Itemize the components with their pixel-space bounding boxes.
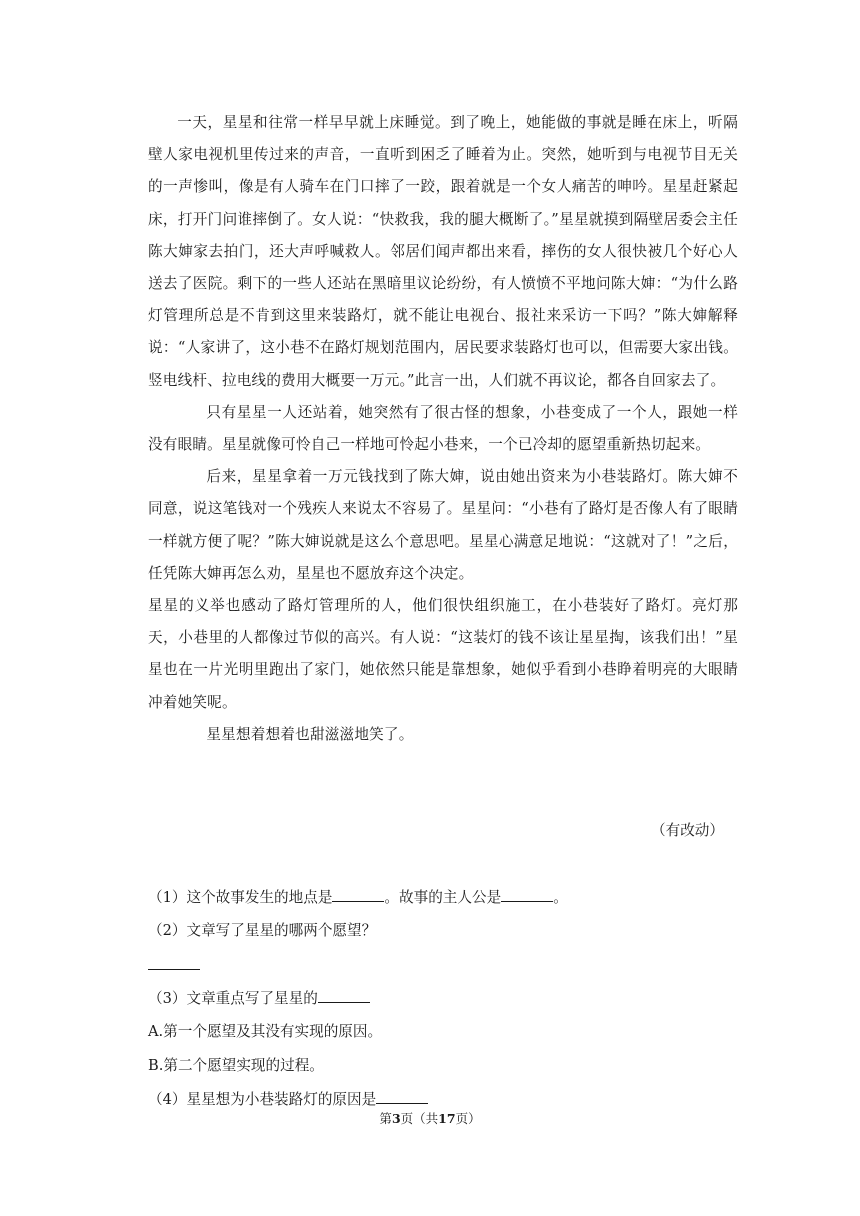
question-3-option-b: B.第二个愿望实现的过程。 xyxy=(148,1057,324,1074)
question-4-text: （4）星星想为小巷装路灯的原因是 xyxy=(148,1091,377,1108)
answer-blank-wishes xyxy=(148,955,200,970)
story-paragraph-5: 星星想着想着也甜滋滋地笑了。 xyxy=(206,725,414,743)
question-1-text-b: 。故事的主人公是 xyxy=(384,889,502,906)
footer-page-number: 3 xyxy=(391,1111,401,1126)
footer-prefix: 第 xyxy=(379,1111,392,1126)
question-3-option-a: A.第一个愿望及其没有实现的原因。 xyxy=(148,1023,383,1040)
answer-blank-reason xyxy=(376,1089,428,1104)
question-2: （2）文章写了星星的哪两个愿望？ xyxy=(148,922,377,939)
source-note: （有改动） xyxy=(651,822,724,839)
answer-blank-location xyxy=(332,887,384,902)
question-3 xyxy=(148,985,370,1013)
story-paragraph-1: 一天，星星和往常一样早早就上床睡觉。到了晚上，她能做的事就是睡在床上，听隔壁人家电视机里传过来的声音，一直听到困乏了睡着为止。突然，她听到与电视节目无关的一声惨叫，像是有人骑车在门口摔了一跤，跟着就是一个女人痛苦的呻吟。星星赶紧起床，打开门问谁摔倒了。女人说：“快救我，我的腿大概断了。”星星就摸到隔壁居委会主任陈大婶家去拍门，还大声呼喊救人。邻居们闻声都出来看，摔伤的女人很快被几个好心人送去了医院。剩下的一些人还站在黑暗里议论纷纷，有人愤愤不平地问陈大婶：“为什么路灯管理所总是不肯到这里来装路灯，就不能让电视台、报社来采访一下吗？”陈大婶解释说：“人家讲了，这小巷不在路灯规划范围内，居民要求装路灯也可以，但需要大家出钱。竖电线杆、拉电线的费用大概要一万元。”此言一出，人们就不再议论，都各自回家去了。 xyxy=(148,114,738,389)
answer-blank-focus xyxy=(318,988,370,1003)
question-1 xyxy=(148,884,568,912)
footer-total-pages: 17 xyxy=(438,1111,456,1126)
page-footer xyxy=(0,1109,860,1129)
question-1-text-c: 。 xyxy=(553,889,568,906)
question-2-answer-line xyxy=(148,952,200,980)
story-paragraph-3: 后来，星星拿着一万元钱找到了陈大婶，说由她出资来为小巷装路灯。陈大婶不同意，说这笔钱对一个残疾人来说太不容易了。星星问：“小巷有了路灯是否像人有了眼睛一样就方便了呢？”陈大婶说就是这么个意思吧。星星心满意足地说：“这就对了！”之后，任凭陈大婶再怎么劝，星星也不愿放弃这个决定。 xyxy=(148,468,738,582)
question-1-text-a: （1）这个故事发生的地点是 xyxy=(148,889,333,906)
story-paragraph-2: 只有星星一人还站着，她突然有了很古怪的想象，小巷变成了一个人，跟她一样没有眼睛。星星就像可怜自己一样地可怜起小巷来，一个已冷却的愿望重新热切起来。 xyxy=(148,403,738,454)
story-paragraph-4: 星星的义举也感动了路灯管理所的人，他们很快组织施工，在小巷装好了路灯。亮灯那天，小巷里的人都像过节似的高兴。有人说：“这装灯的钱不该让星星掏，该我们出！”星星也在一片光明里跑出了家门，她依然只能是靠想象，她似乎看到小巷睁着明亮的大眼睛冲着她笑呢。 xyxy=(148,597,738,711)
story-text xyxy=(148,107,738,751)
footer-suffix: 页） xyxy=(455,1111,481,1126)
question-3-text: （3）文章重点写了星星的 xyxy=(148,990,318,1007)
answer-blank-protagonist xyxy=(501,887,553,902)
footer-mid: 页（共 xyxy=(400,1111,439,1126)
